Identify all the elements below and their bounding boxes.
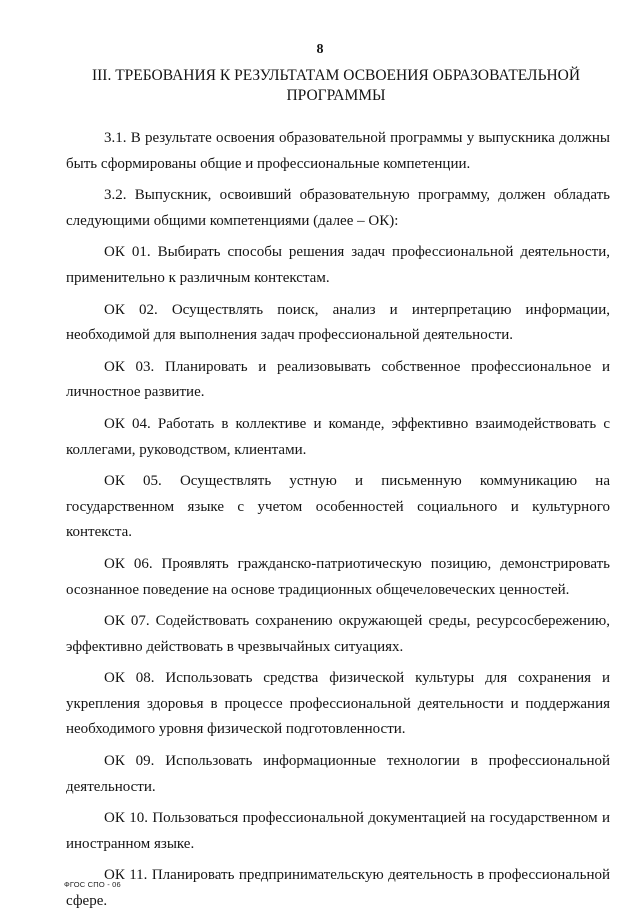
competency-ok-07: ОК 07. Содействовать сохранению окружающей среды, ресурсосбережению, эффективно действовать в чрезвычайных ситуациях. bbox=[66, 613, 610, 655]
competency-ok-06: ОК 06. Проявлять гражданско-патриотическую позицию, демонстрировать осознанное поведение на основе традиционных общечеловеческих ценностей. bbox=[66, 555, 610, 598]
body-text bbox=[66, 126, 610, 921]
competency-ok-11: ОК 11. Планировать предпринимательскую деятельность в профессиональной сфере. bbox=[66, 867, 610, 910]
competency-ok-09: ОК 09. Использовать информационные технологии в профессиональной деятельности. bbox=[66, 753, 610, 795]
paragraph-3-2: 3.2. Выпускник, освоивший образовательную программу, должен обладать следующими общими компетенциями (далее – ОК): bbox=[66, 187, 610, 229]
page-number: 8 bbox=[316, 42, 324, 57]
competency-ok-01: ОК 01. Выбирать способы решения задач профессиональной деятельности, применительно к различным контекстам. bbox=[66, 244, 610, 286]
competency-ok-02: ОК 02. Осуществлять поиск, анализ и интерпретацию информации, необходимой для выполнения задач профессиональной деятельности. bbox=[66, 301, 610, 344]
section-title: III. ТРЕБОВАНИЯ К РЕЗУЛЬТАТАМ ОСВОЕНИЯ ОБРАЗОВАТЕЛЬНОЙ ПРОГРАММЫ bbox=[91, 67, 581, 104]
page-footer: ФГОС СПО - 06 bbox=[64, 880, 121, 889]
competency-ok-10: ОК 10. Пользоваться профессиональной документацией на государственном и иностранном языке. bbox=[66, 810, 610, 852]
paragraph-3-1: 3.1. В результате освоения образовательной программы у выпускника должны быть сформированы общие и профессиональные компетенции. bbox=[66, 130, 610, 172]
competency-ok-05: ОК 05. Осуществлять устную и письменную коммуникацию на государственном языке с учетом особенностей социального и культурного контекста. bbox=[66, 473, 610, 541]
competency-ok-08: ОК 08. Использовать средства физической культуры для сохранения и укрепления здоровья в процессе профессиональной деятельности и поддержания необходимого уровня физической подготовленности. bbox=[66, 670, 610, 738]
competency-ok-04: ОК 04. Работать в коллективе и команде, эффективно взаимодействовать с коллегами, руководством, клиентами. bbox=[66, 415, 610, 458]
competency-ok-03: ОК 03. Планировать и реализовывать собственное профессиональное и личностное развитие. bbox=[66, 358, 610, 401]
